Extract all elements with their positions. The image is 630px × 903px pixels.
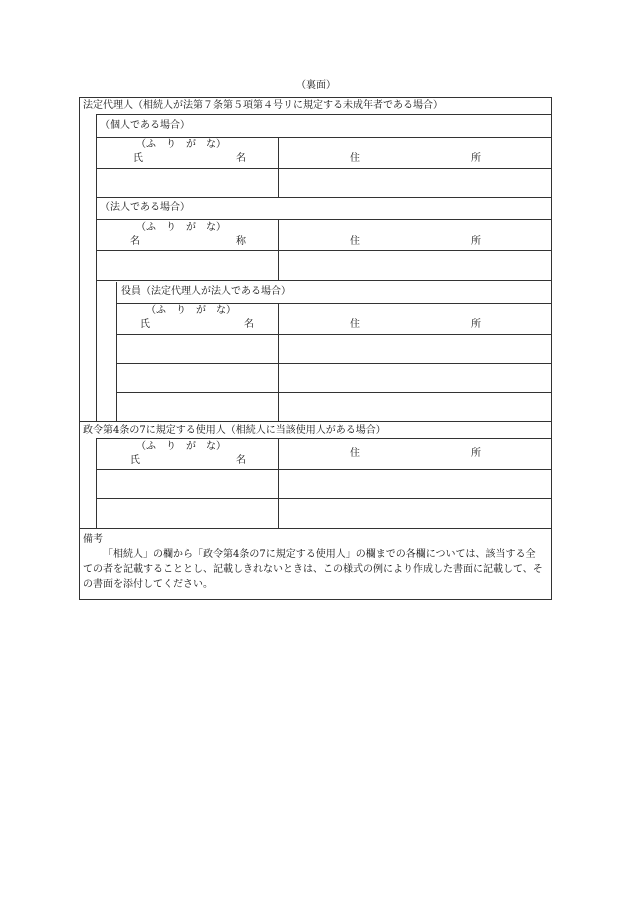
- officers-name-label-right: 名: [244, 319, 254, 330]
- corporation-name-label-left: 名: [130, 236, 140, 247]
- officer-3-name-field[interactable]: [117, 393, 278, 421]
- remarks-title: 備考: [83, 534, 103, 545]
- employee-title: 政令第4条の7に規定する使用人（相続人に当該使用人がある場合）: [83, 425, 386, 436]
- officer-3-address-field[interactable]: [279, 393, 551, 421]
- corporation-address-label-left: 住: [350, 236, 360, 247]
- officer-1-address-field[interactable]: [279, 335, 551, 363]
- individual-furigana-label: （ふ り が な）: [136, 139, 226, 150]
- individual-name-label-left: 氏: [133, 153, 143, 164]
- officer-2-name-field[interactable]: [117, 364, 278, 392]
- employee-name-label-right: 名: [236, 455, 246, 466]
- employee-2-address-field[interactable]: [279, 499, 551, 528]
- corporation-heading: （法人である場合）: [100, 202, 190, 213]
- officer-2-address-field[interactable]: [279, 364, 551, 392]
- employee-address-label-right: 所: [471, 448, 481, 459]
- remarks-body: 「相続人」の欄から「政令第4条の7に規定する使用人」の欄までの各欄については、該当する全ての者を記載することとし、記載しきれないときは、この様式の例により作成した書面に記載して、その書面を添付してください。: [83, 549, 543, 590]
- employee-1-address-field[interactable]: [279, 470, 551, 498]
- corporation-address-field[interactable]: [279, 251, 551, 280]
- individual-address-label-left: 住: [350, 153, 360, 164]
- employee-2-name-field[interactable]: [97, 499, 278, 528]
- officers-heading: 役員（法定代理人が法人である場合）: [121, 286, 291, 297]
- employee-furigana-label: （ふ り が な）: [136, 441, 226, 452]
- legal-rep-title: 法定代理人（相続人が法第７条第５項第４号リに規定する未成年者である場合）: [83, 100, 443, 111]
- employee-name-label-left: 氏: [130, 455, 140, 466]
- individual-address-label-right: 所: [471, 153, 481, 164]
- officers-name-label-left: 氏: [140, 319, 150, 330]
- officers-address-label-left: 住: [350, 319, 360, 330]
- officers-address-label-right: 所: [471, 319, 481, 330]
- individual-name-label-right: 名: [236, 153, 246, 164]
- individual-name-field[interactable]: [97, 169, 278, 197]
- employee-1-name-field[interactable]: [97, 470, 278, 498]
- officers-furigana-label: （ふ り が な）: [146, 305, 236, 316]
- page-side-label: （裏面）: [296, 80, 336, 91]
- individual-address-field[interactable]: [279, 169, 551, 197]
- individual-heading: （個人である場合）: [100, 120, 190, 131]
- corporation-address-label-right: 所: [471, 236, 481, 247]
- corporation-name-field[interactable]: [97, 251, 278, 280]
- corporation-furigana-label: （ふ り が な）: [136, 222, 226, 233]
- employee-address-label-left: 住: [350, 448, 360, 459]
- officer-1-name-field[interactable]: [117, 335, 278, 363]
- corporation-name-label-right: 称: [236, 236, 246, 247]
